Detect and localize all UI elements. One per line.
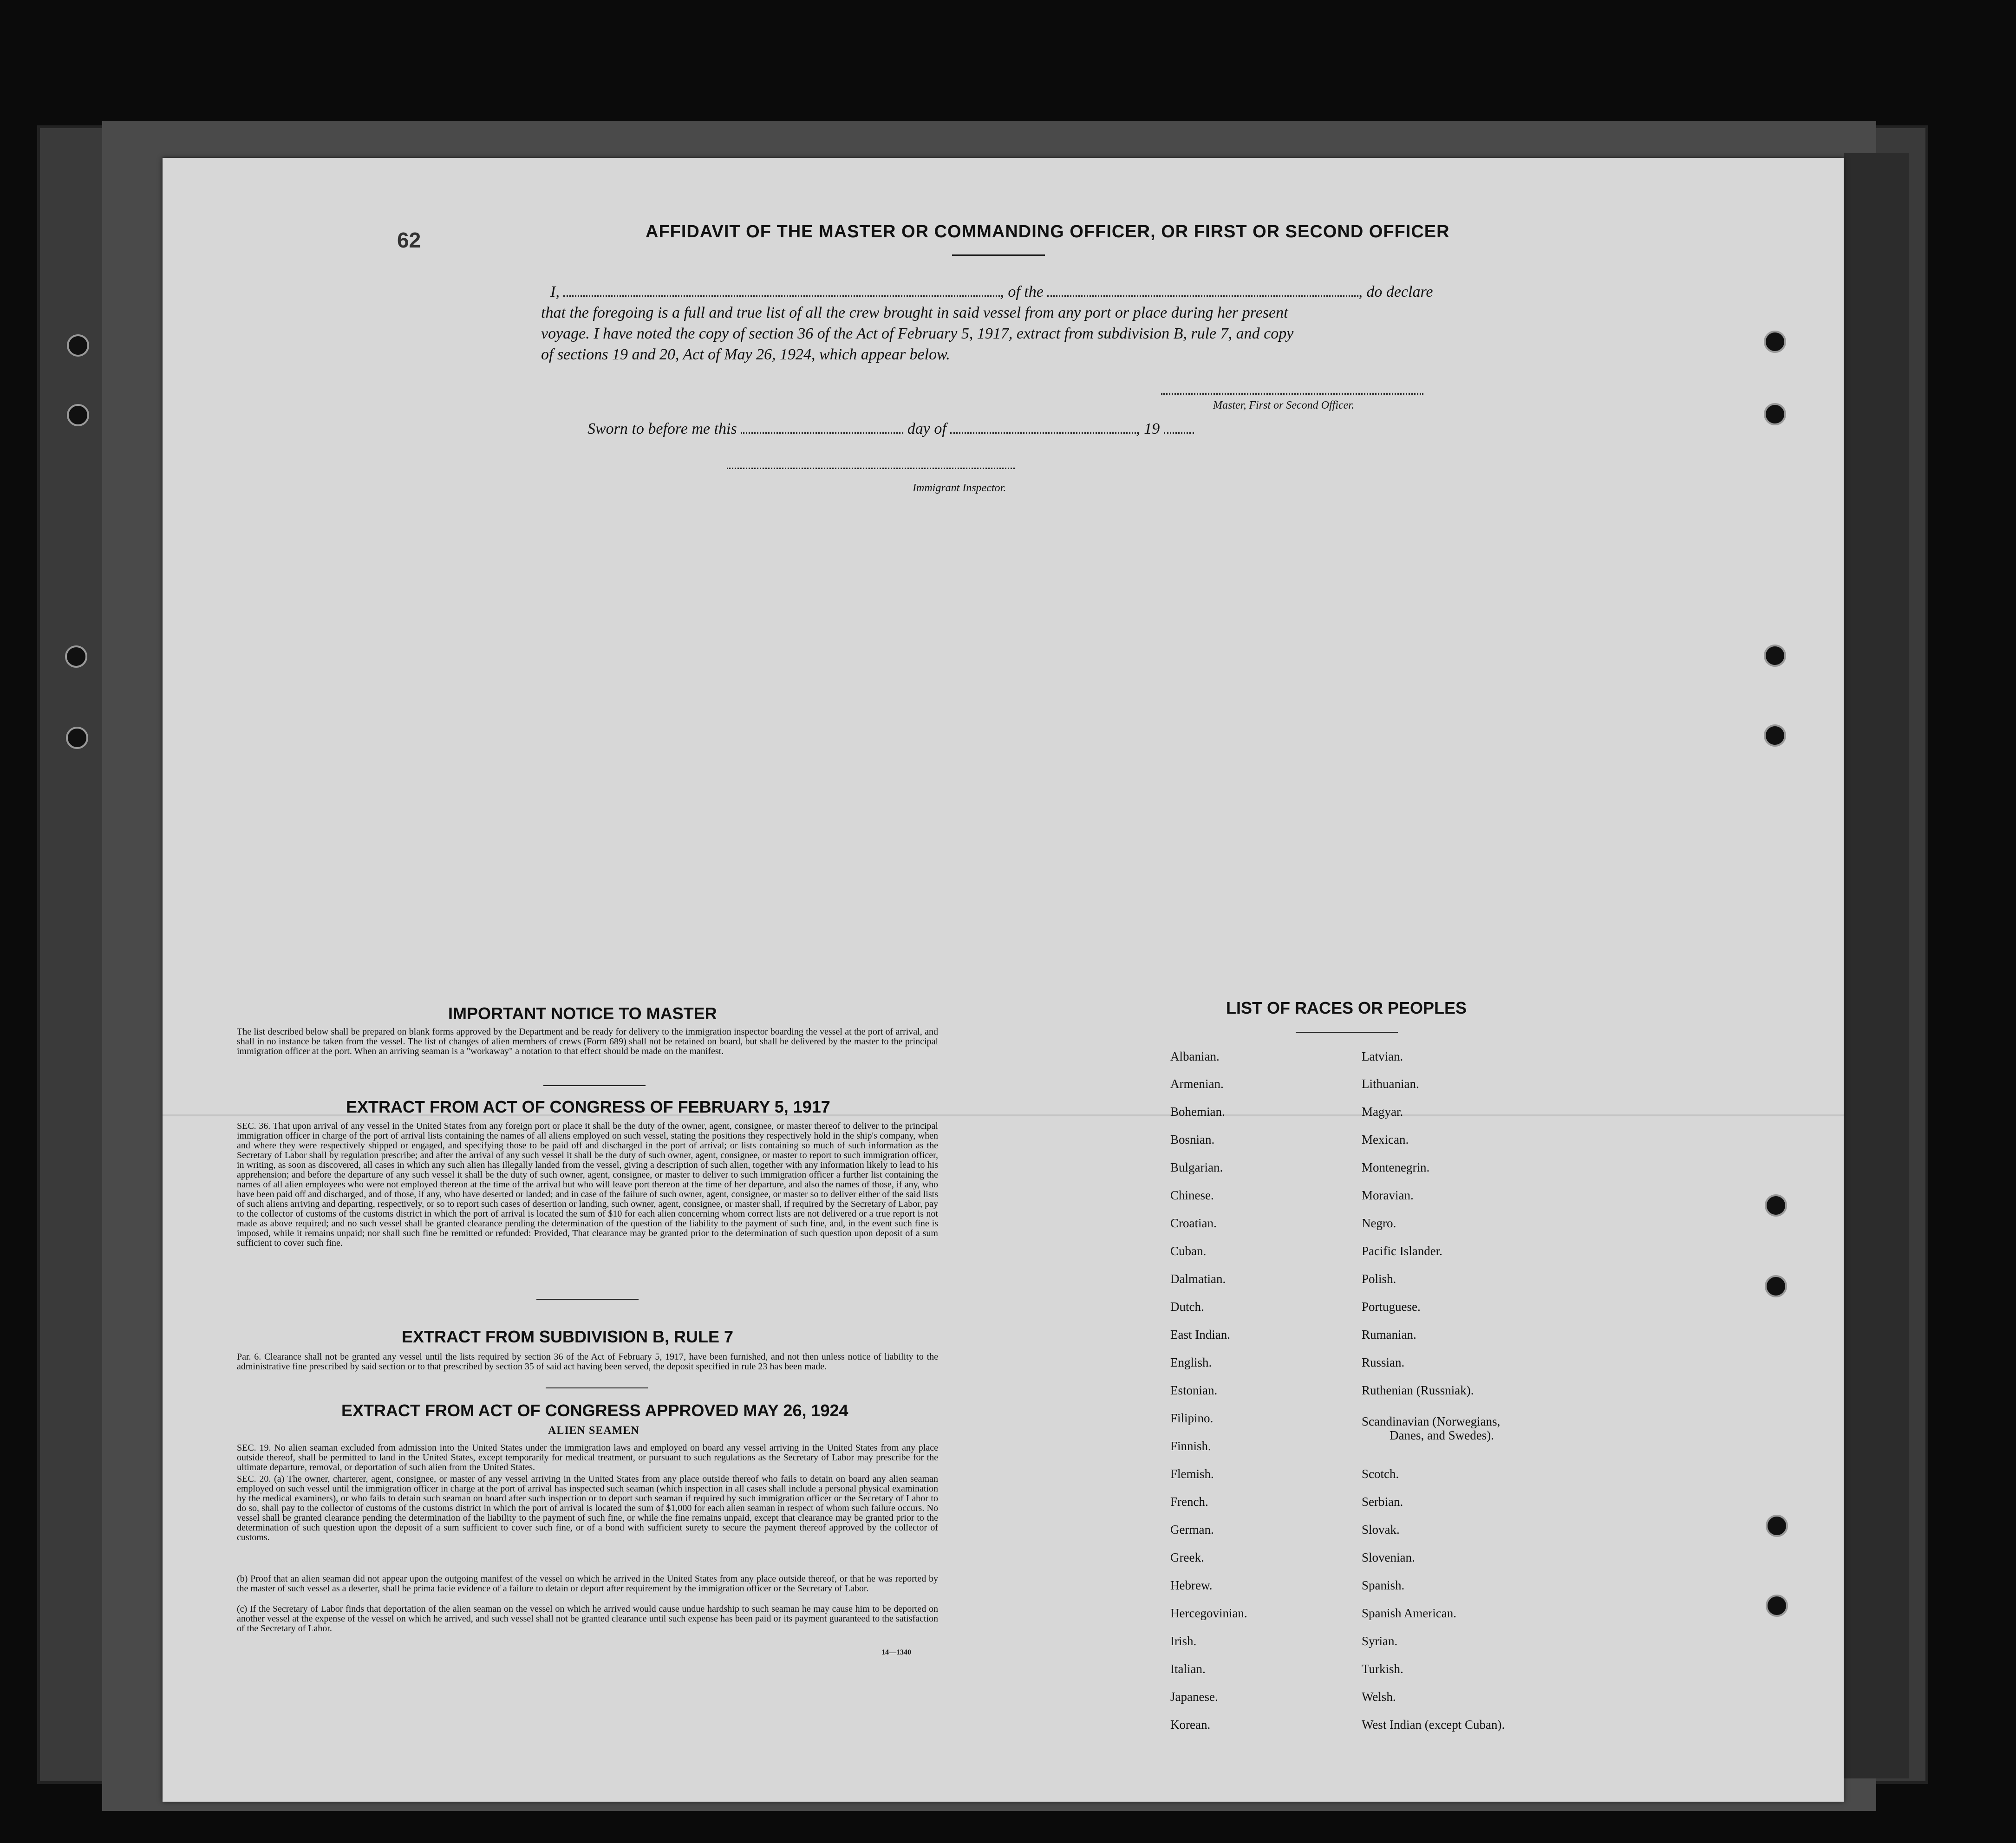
race-item: Portuguese. xyxy=(1362,1300,1421,1314)
notice-title: IMPORTANT NOTICE TO MASTER xyxy=(448,1004,717,1023)
binding-hole-icon xyxy=(67,404,89,426)
binding-hole-icon xyxy=(1764,331,1786,353)
sworn-label: Sworn to before me this xyxy=(587,420,737,437)
extract-1924-sec20c: (c) If the Secretary of Labor finds that deportation of the alien seaman on the vessel on which he arrived would cause undue hardship to such seaman he may cause him to be deported on another vessel at the expense of the vessel on which he arrived, and such vessel shall not be granted clearance until such expense has been paid or its payment guaranteed to the satisfaction of the Secretary of Labor. xyxy=(237,1604,938,1634)
page-number: 62 xyxy=(397,228,421,252)
race-item: Bulgarian. xyxy=(1170,1160,1223,1174)
race-item: Russian. xyxy=(1362,1355,1405,1369)
race-item: Moravian. xyxy=(1362,1188,1414,1202)
vessel-label: , of the xyxy=(1000,283,1044,300)
year-label: , 19 xyxy=(1136,420,1160,437)
binding-hole-icon xyxy=(1766,1595,1788,1617)
binding-hole-icon xyxy=(1764,403,1786,425)
race-item: West Indian (except Cuban). xyxy=(1362,1718,1505,1732)
race-item: Albanian. xyxy=(1170,1049,1220,1063)
extract-1924-title: EXTRACT FROM ACT OF CONGRESS APPROVED MAY 26, 1924 xyxy=(341,1401,848,1420)
race-item: Spanish. xyxy=(1362,1578,1405,1592)
race-item: Dalmatian. xyxy=(1170,1272,1226,1286)
race-item: Slovenian. xyxy=(1362,1550,1415,1564)
race-item: Estonian. xyxy=(1170,1383,1218,1397)
race-item: Ruthenian (Russniak). xyxy=(1362,1383,1474,1397)
binding-hole-icon xyxy=(67,334,89,357)
affidavit-line-4: of sections 19 and 20, Act of May 26, 1924, which appear below. xyxy=(541,346,950,363)
race-item: Finnish. xyxy=(1170,1439,1211,1453)
race-item: Negro. xyxy=(1362,1216,1396,1230)
divider xyxy=(1296,1032,1398,1033)
race-item: Dutch. xyxy=(1170,1300,1204,1314)
race-item: Armenian. xyxy=(1170,1077,1224,1091)
day-of-label: day of xyxy=(907,420,946,437)
race-item: Flemish. xyxy=(1170,1467,1214,1481)
race-item: Korean. xyxy=(1170,1718,1211,1732)
document-page xyxy=(163,158,1844,1802)
race-item: Bohemian. xyxy=(1170,1105,1225,1119)
race-item: Scandinavian (Norwegians, xyxy=(1362,1414,1501,1428)
race-item: Cuban. xyxy=(1170,1244,1207,1258)
extract-1924-sec20a: SEC. 20. (a) The owner, charterer, agent, consignee, or master of any vessel arriving in the United States from any place outside thereof who fails to detain on board any alien seaman employed on such vessel until the immigration officer in charge at the port of arrival has inspected such seaman (which inspection in all cases shall include a personal physical examination by the medical examiners), or who fails to detain such seaman on board after such inspection or to deport such seaman if required by such immigration officer or the Secretary of Labor to do so, shall pay to the collector of customs of the customs district in which the port of arrival is located the sum of $1,000 for each alien seaman in respect of whom such failure occurs. No vessel shall be granted clearance pending the determination of the liability to the payment of such fine, or while the fine remains unpaid, except that clearance may be granted prior to the determination of such question upon the deposit of a sum sufficient to cover such fine, or of a bond with sufficient surety to secure the payment thereof approved by the collector of customs. xyxy=(237,1474,938,1543)
affidavit-line-2: that the foregoing is a full and true list of all the crew brought in said vessel from any port or place during her present xyxy=(541,304,1288,321)
race-item: Danes, and Swedes). xyxy=(1390,1428,1494,1442)
binding-hole-icon xyxy=(1766,1515,1788,1537)
divider xyxy=(546,1387,648,1388)
binding-hole-icon xyxy=(1764,645,1786,667)
race-item: Croatian. xyxy=(1170,1216,1217,1230)
affidavit-title: AFFIDAVIT OF THE MASTER OR COMMANDING OFFICER, OR FIRST OR SECOND OFFICER xyxy=(646,222,1450,241)
binding-hole-icon xyxy=(1765,1275,1787,1297)
race-item: French. xyxy=(1170,1495,1208,1509)
race-item: Japanese. xyxy=(1170,1690,1218,1704)
inspector-signature-field[interactable] xyxy=(727,467,1015,469)
race-item: Italian. xyxy=(1170,1662,1206,1676)
race-item: Latvian. xyxy=(1362,1049,1403,1063)
race-item: Irish. xyxy=(1170,1634,1197,1648)
declare-label: , do declare xyxy=(1358,283,1433,300)
rule-7-text: Par. 6. Clearance shall not be granted any vessel until the lists required by section 36 of the Act of February 5, 1917, have been furnished, and not then unless notice of liability to the administrative fine prescribed by said section or to that prescribed by section 35 of said act having been served, the deposit specified in rule 23 has been made. xyxy=(237,1352,938,1372)
race-item: Hercegovinian. xyxy=(1170,1606,1247,1620)
race-item: Bosnian. xyxy=(1170,1133,1215,1146)
page-edge xyxy=(1844,153,1909,1778)
extract-1924-sec19: SEC. 19. No alien seaman excluded from admission into the United States under the immigration laws and employed on board any vessel arriving in the United States from any place outside thereof, shall be permitted to land in the United States, except temporarily for medical treatment, or pursuant to such regulations as the Secretary of Labor may prescribe for the ultimate departure, removal, or deportation of such alien from the United States. xyxy=(237,1443,938,1472)
race-item: English. xyxy=(1170,1355,1212,1369)
vessel-name-field[interactable] xyxy=(1047,283,1358,297)
master-signature-field[interactable] xyxy=(1161,392,1423,395)
affidavit-line-1 xyxy=(550,283,1433,301)
race-item: Serbian. xyxy=(1362,1495,1403,1509)
declarant-name-field[interactable] xyxy=(563,283,1000,297)
races-list-title: LIST OF RACES OR PEOPLES xyxy=(1226,998,1467,1017)
sworn-month-field[interactable] xyxy=(950,420,1136,434)
extract-1917-text: SEC. 36. That upon arrival of any vessel in the United States from any foreign port or place it shall be the duty of the owner, agent, consignee, or master thereof to deliver to the principal immigration officer in charge of the port of arrival lists containing the names of all aliens employed on such vessel, stating the positions they respectively hold in the ship's company, when and where they were respectively shipped or engaged, and specifying those to be paid off and discharged in the port of arrival; or lists containing so much of such information as the Secretary of Labor shall by regulation prescribe; and after the arrival of any such vessel it shall be the duty of such owner, agent, consignee, or master to report to such immigration officer, in writing, as soon as discovered, all cases in which any such alien has illegally landed from the vessel, giving a description of such alien, together with any information likely to lead to his apprehension; and before the departure of any such vessel it shall be the duty of such owner, agent, consignee, or master to deliver to such immigration officer a further list containing the names of all alien employees who were not employed thereon at the time of the arrival but who will leave port thereon at the time of her departure, and also the names of those, if any, who have been paid off and discharged, and of those, if any, who have deserted or landed; and in case of the failure of such owner, agent, consignee, or master so to deliver either of the said lists of such aliens arriving and departing, respectively, or so to report such cases of desertion or landing, such owner, agent, consignee, or master shall, if required by the Secretary of Labor, pay to the collector of customs of the customs district in which the port of arrival is located the sum of $10 for each alien concerning whom correct lists are not delivered or a true report is not made as above required; and no such vessel shall be granted clearance pending the determination of the question of the liability to the payment of such fine, and, in the event such fine is imposed, while it remains unpaid; nor shall such fine be remitted or refunded: Provided, That clearance may be granted prior to the determination of such question upon deposit of a sum sufficient to cover such fine. xyxy=(237,1121,938,1248)
sworn-year-field[interactable] xyxy=(1164,420,1194,434)
extract-1917-title: EXTRACT FROM ACT OF CONGRESS OF FEBRUARY 5, 1917 xyxy=(346,1097,830,1116)
race-item: Spanish American. xyxy=(1362,1606,1456,1620)
race-item: Rumanian. xyxy=(1362,1328,1416,1342)
binding-hole-icon xyxy=(1765,1194,1787,1217)
race-item: Slovak. xyxy=(1362,1523,1400,1537)
binding-hole-icon xyxy=(66,727,88,749)
extract-1924-sec20b: (b) Proof that an alien seaman did not appear upon the outgoing manifest of the vessel on which he arrived in the United States from any place outside thereof, or that he was reported by the master of such vessel as a deserter, shall be prima facie evidence of a failure to detain or deport after requirement by the immigration officer or the Secretary of Labor. xyxy=(237,1574,938,1594)
sworn-line xyxy=(587,420,1194,438)
race-item: Montenegrin. xyxy=(1362,1160,1430,1174)
divider xyxy=(952,254,1045,256)
race-item: Filipino. xyxy=(1170,1411,1214,1425)
binding-hole-icon xyxy=(65,645,87,668)
race-item: Greek. xyxy=(1170,1550,1204,1564)
divider xyxy=(543,1085,646,1086)
race-item: Mexican. xyxy=(1362,1133,1409,1146)
form-number: 14—1340 xyxy=(881,1648,911,1656)
race-item: Polish. xyxy=(1362,1272,1396,1286)
race-item: Lithuanian. xyxy=(1362,1077,1419,1091)
binding-hole-icon xyxy=(1764,724,1786,747)
race-item: East Indian. xyxy=(1170,1328,1230,1342)
race-item: Hebrew. xyxy=(1170,1578,1213,1592)
inspector-signature-label: Immigrant Inspector. xyxy=(913,482,1006,494)
race-item: Syrian. xyxy=(1362,1634,1398,1648)
race-item: German. xyxy=(1170,1523,1214,1537)
affidavit-line-3: voyage. I have noted the copy of section 36 of the Act of February 5, 1917, extract from subdivision B, rule 7, and copy xyxy=(541,325,1294,342)
race-item: Chinese. xyxy=(1170,1188,1214,1202)
race-item: Turkish. xyxy=(1362,1662,1403,1676)
alien-seamen-subtitle: ALIEN SEAMEN xyxy=(548,1425,639,1437)
rule-7-title: EXTRACT FROM SUBDIVISION B, RULE 7 xyxy=(402,1327,734,1346)
race-item: Scotch. xyxy=(1362,1467,1399,1481)
race-item: Welsh. xyxy=(1362,1690,1396,1704)
divider xyxy=(536,1299,639,1300)
sworn-day-field[interactable] xyxy=(741,420,903,434)
race-item: Pacific Islander. xyxy=(1362,1244,1442,1258)
declarant-label: I, xyxy=(550,283,560,300)
race-item: Magyar. xyxy=(1362,1105,1403,1119)
master-signature-label: Master, First or Second Officer. xyxy=(1213,399,1354,411)
notice-text: The list described below shall be prepared on blank forms approved by the Department and be ready for delivery to the immigration inspector boarding the vessel at the port of arrival, and shall in no instance be taken from the vessel. The list of changes of alien members of crews (Form 689) shall not be retained on board, but shall be delivered by the master to the principal immigration officer at the port. When an arriving seaman is a "workaway" a notation to that effect should be made on the manifest. xyxy=(237,1027,938,1056)
